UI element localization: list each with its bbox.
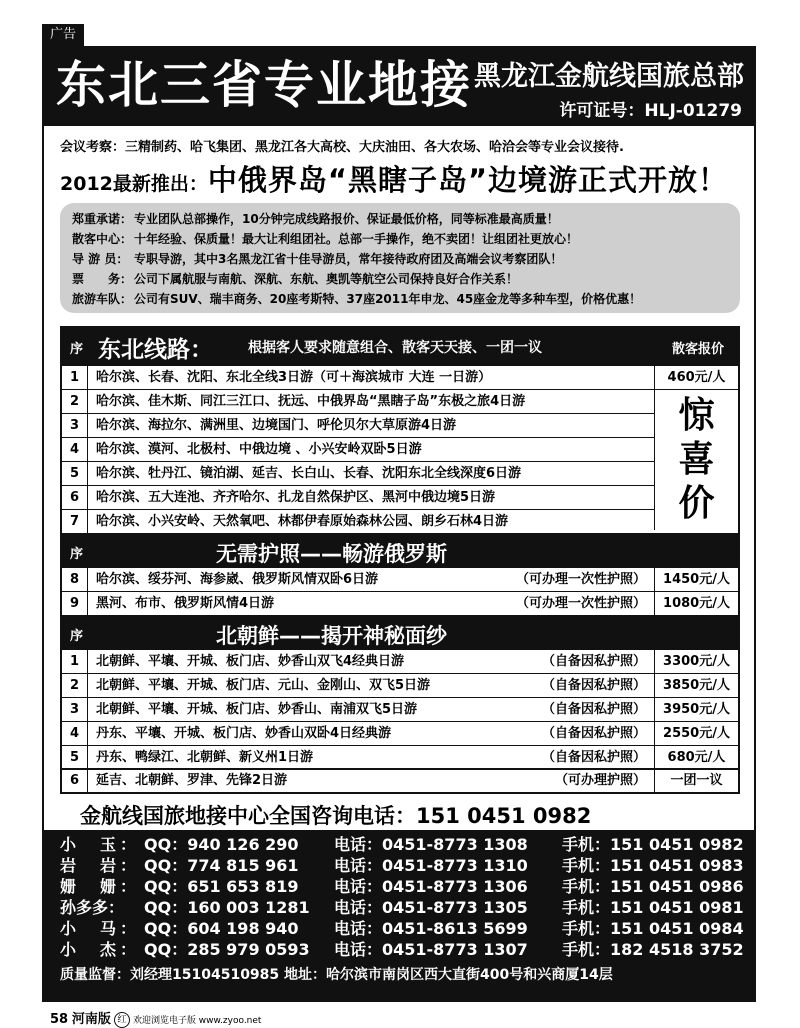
table-row	[62, 414, 738, 438]
contact-mobile: 手机：151 0451 0981	[562, 898, 744, 917]
commitment-text: 公司有SUV、瑞丰商务、20座考斯特、37座2011年申龙、45座金龙等多种车型，价格优惠！	[134, 292, 642, 306]
route-text: 黑河、布市、俄罗斯风情4日游	[96, 596, 275, 611]
table-row	[62, 722, 738, 746]
section-head-russia	[62, 534, 738, 568]
commitment-label: 票 务：	[72, 272, 133, 286]
route-text: 丹东、鸭绿江、北朝鲜、新义州1日游	[96, 750, 314, 765]
route-price: 3850元/人	[654, 674, 738, 697]
passport-note: （自备因私护照）	[541, 750, 646, 765]
surprise-price-cell	[654, 390, 738, 530]
license-number: 许可证号：HLJ-01279	[559, 101, 742, 121]
contact-mobile: 手机：151 0451 0983	[562, 856, 744, 875]
hotline: 金航线国旅地接中心全国咨询电话：151 0451 0982	[80, 804, 592, 828]
commitment-text: 专业团队总部操作，10分钟完成线路报价、保证最低价格，同等标准最高质量！	[134, 212, 559, 226]
row-number: 4	[62, 438, 88, 461]
promo-line	[60, 158, 728, 199]
table-row	[62, 462, 738, 486]
row-number: 4	[62, 722, 88, 745]
contact-name: 孙多多：	[60, 898, 125, 917]
route-price: 一团一议	[654, 769, 738, 792]
table-row	[62, 650, 738, 674]
passport-note: （自备因私护照）	[541, 726, 646, 741]
passport-note: （自备因私护照）	[541, 678, 646, 693]
commitment-label: 散客中心：	[72, 232, 133, 246]
commitment-label: 旅游车队：	[72, 292, 133, 306]
page-footer	[50, 1008, 261, 1028]
row-number: 9	[62, 592, 88, 615]
commitment-line	[72, 269, 728, 289]
table-row	[62, 438, 738, 462]
contact-qq: QQ：604 198 940	[144, 919, 299, 938]
section-subtitle-northeast: 根据客人要求随意组合、散客天天接、一团一议	[248, 340, 542, 356]
table-row	[62, 510, 738, 534]
table-row	[62, 486, 738, 510]
route-text: 哈尔滨、漠河、北极村、中俄边境 、小兴安岭双卧5日游	[96, 442, 422, 457]
contact-mobile: 手机：182 4518 3752	[562, 940, 744, 959]
route-price: 1080元/人	[654, 592, 738, 615]
route-text: 北朝鲜、平壤、开城、板门店、元山、金刚山、双飞5日游	[96, 678, 431, 693]
route-text: 哈尔滨、海拉尔、满洲里、边境国门、呼伦贝尔大草原游4日游	[96, 418, 457, 433]
section-head-northeast	[62, 328, 738, 366]
commitment-line	[72, 229, 728, 249]
seq-header: 序	[70, 629, 84, 644]
route-text: 哈尔滨、佳木斯、同江三江口、抚远、中俄界岛“黑瞎子岛”东极之旅4日游	[96, 394, 526, 409]
route-text: 北朝鲜、平壤、开城、板门店、妙香山、南浦双飞5日游	[96, 702, 418, 717]
promo-headline: 中俄界岛“黑瞎子岛”边境游正式开放！	[207, 163, 729, 197]
routes-table	[60, 326, 740, 770]
surprise-char: 喜	[678, 439, 715, 480]
row-number: 8	[62, 568, 88, 591]
contact-qq: QQ：285 979 0593	[144, 940, 310, 959]
row-number: 5	[62, 462, 88, 485]
contact-qq: QQ：774 815 961	[144, 856, 299, 875]
contact-row	[60, 939, 746, 960]
contact-mobile: 手机：151 0451 0986	[562, 877, 744, 896]
route-text: 丹东、平壤、开城、板门店、妙香山双卧4日经典游	[96, 726, 392, 741]
route-price: 680元/人	[654, 746, 738, 770]
commitments-box	[60, 203, 740, 313]
contact-row	[60, 918, 746, 939]
commitment-line	[72, 249, 728, 269]
row-number: 7	[62, 510, 88, 533]
edition-label: 河南版	[71, 1012, 111, 1027]
commitment-text: 专职导游，其中3名黑龙江省十佳导游员，常年接待政府团及高端会议考察团队！	[134, 252, 563, 266]
table-row	[62, 674, 738, 698]
row-number: 3	[62, 414, 88, 437]
contact-name: 姗 姗：	[60, 877, 141, 896]
contact-qq: QQ：940 126 290	[144, 835, 299, 854]
header-banner	[42, 46, 756, 126]
route-text: 哈尔滨、绥芬河、海参崴、俄罗斯风情双卧6日游	[96, 572, 379, 587]
contact-name: 小 马：	[60, 919, 141, 938]
seq-header: 序	[70, 342, 84, 357]
passport-note: （自备因私护照）	[541, 702, 646, 717]
contact-mobile: 手机：151 0451 0984	[562, 919, 744, 938]
quality-supervision: 质量监督：刘经理15104510985 地址：哈尔滨市南岗区西大直街400号和兴商厦14层	[60, 967, 613, 983]
contact-tel: 电话：0451-8773 1305	[334, 898, 528, 917]
table-row	[62, 568, 738, 592]
commitment-text: 十年经验、保质量！最大让利组团社。总部一手操作，绝不卖团！让组团社更放心！	[134, 232, 579, 246]
contacts-panel	[42, 830, 756, 1002]
section-head-korea	[62, 616, 738, 650]
contact-tel: 电话：0451-8773 1310	[334, 856, 528, 875]
route-price: 1450元/人	[654, 568, 738, 591]
passport-note: （可办理一次性护照）	[515, 596, 646, 611]
promo-prefix: 2012最新推出：	[60, 173, 208, 195]
table-row	[62, 390, 738, 414]
contact-name: 小 杰：	[60, 940, 141, 959]
row-number: 2	[62, 674, 88, 697]
seq-header: 序	[70, 547, 84, 562]
route-text: 哈尔滨、长春、沈阳、东北全线3日游（可＋海滨城市 大连 一日游）	[96, 370, 492, 385]
route-price: 460元/人	[654, 366, 738, 389]
route-text: 哈尔滨、小兴安岭、天然氧吧、林都伊春原始森林公园、朗乡石林4日游	[96, 514, 509, 529]
row-number: 1	[62, 650, 88, 673]
passport-note: （可办理护照）	[554, 773, 646, 788]
contact-tel: 电话：0451-8773 1306	[334, 877, 528, 896]
contact-qq: QQ：160 003 1281	[144, 898, 310, 917]
table-row	[60, 768, 740, 794]
contact-row	[60, 876, 746, 897]
passport-note: （可办理一次性护照）	[515, 572, 646, 587]
page-title: 东北三省专业地接	[56, 56, 472, 114]
commitment-label: 导 游 员：	[72, 252, 129, 266]
contact-tel: 电话：0451-8773 1307	[334, 940, 528, 959]
contact-mobile: 手机：151 0451 0982	[562, 835, 744, 854]
row-number: 1	[62, 366, 88, 389]
website-link[interactable]: 欢迎浏览电子版 www.zyoo.net	[132, 1016, 262, 1026]
contact-name: 岩 岩：	[60, 856, 141, 875]
contact-name: 小 玉：	[60, 835, 141, 854]
route-price: 3950元/人	[654, 698, 738, 721]
contact-row	[60, 834, 746, 855]
row-number: 5	[62, 746, 88, 770]
passport-note: （自备因私护照）	[541, 654, 646, 669]
row-number: 6	[62, 769, 88, 792]
section-title-korea: 北朝鲜——揭开神秘面纱	[216, 624, 447, 648]
route-text: 哈尔滨、牡丹江、镜泊湖、延吉、长白山、长春、沈阳东北全线深度6日游	[96, 466, 522, 481]
contact-tel: 电话：0451-8773 1308	[334, 835, 528, 854]
publisher-logo-icon: 红	[114, 1012, 130, 1028]
route-text: 延吉、北朝鲜、罗津、先锋2日游	[96, 773, 288, 788]
row-number: 2	[62, 390, 88, 413]
commitment-label: 郑重承诺：	[72, 212, 133, 226]
table-row	[62, 592, 738, 616]
ad-tag: 广告	[42, 24, 84, 46]
contact-qq: QQ：651 653 819	[144, 877, 299, 896]
page-number: 58	[50, 1012, 69, 1027]
route-price: 3300元/人	[654, 650, 738, 673]
section-title-northeast: 东北线路：	[98, 337, 213, 363]
route-text: 北朝鲜、平壤、开城、板门店、妙香山双飞4经典日游	[96, 654, 405, 669]
surprise-char: 价	[678, 483, 715, 524]
row-number: 3	[62, 698, 88, 721]
contact-tel: 电话：0451-8613 5699	[334, 919, 528, 938]
contact-row	[60, 897, 746, 918]
table-row	[62, 366, 738, 390]
route-price: 2550元/人	[654, 722, 738, 745]
surprise-char: 惊	[678, 395, 715, 436]
table-row	[62, 698, 738, 722]
section-title-russia: 无需护照——畅游俄罗斯	[216, 542, 447, 566]
row-number: 6	[62, 486, 88, 509]
contact-row	[60, 855, 746, 876]
meeting-line: 会议考察：三精制药、哈飞集团、黑龙江各大高校、大庆油田、各大农场、哈洽会等专业会议接待.	[60, 140, 624, 155]
org-name: 黑龙江金航线国旅总部	[474, 61, 744, 92]
table-row	[62, 746, 738, 770]
price-header: 散客报价	[671, 342, 724, 357]
commitment-line	[72, 209, 728, 229]
commitment-text: 公司下属航服与南航、深航、东航、奥凯等航空公司保持良好合作关系！	[134, 272, 519, 286]
commitment-line	[72, 289, 728, 309]
route-text: 哈尔滨、五大连池、齐齐哈尔、扎龙自然保护区、黑河中俄边境5日游	[96, 490, 496, 505]
